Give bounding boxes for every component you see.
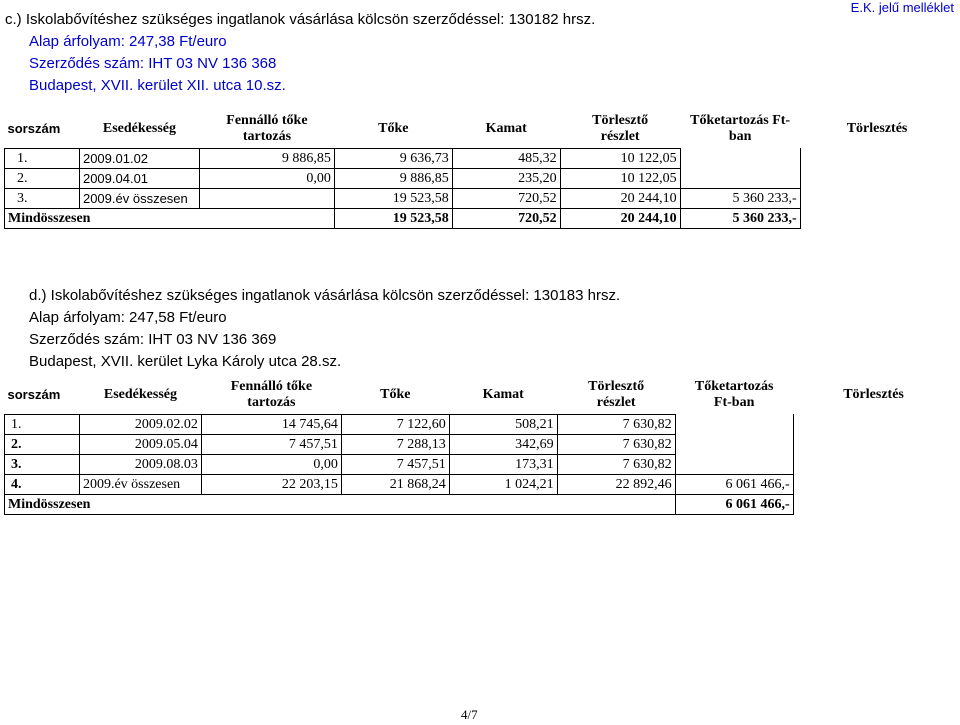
table-row: 3. 2009.08.03 0,00 7 457,51 173,31 7 630,82	[5, 454, 955, 474]
table-row: 3. 2009.év összesen 19 523,58 720,52 20 244,10 5 360 233,-	[5, 188, 955, 208]
section-c-rate: Alap árfolyam: 247,38 Ft/euro	[29, 33, 227, 50]
col-header-toke: Tőke	[380, 386, 411, 402]
table-row: 2. 2009.05.04 7 457,51 7 288,13 342,69 7 630,82	[5, 434, 955, 454]
table-header-row	[5, 376, 955, 414]
section-c-contract: Szerződés szám: IHT 03 NV 136 368	[29, 55, 277, 72]
table-row: 1. 2009.01.02 9 886,85 9 636,73 485,32 10 122,05	[5, 148, 955, 168]
col-header-toketartozas: Tőketartozás Ft-ban	[690, 113, 791, 144]
table-row: 4. 2009.év összesen 22 203,15 21 868,24 1 024,21 22 892,46 6 061 466,-	[5, 474, 955, 494]
page-number: 4/7	[461, 707, 478, 722]
table-row: 1. 2009.02.02 14 745,64 7 122,60 508,21 7 630,82	[5, 414, 955, 434]
col-header-torleszto: Törlesztő részlet	[588, 378, 645, 410]
col-header-kamat: Kamat	[482, 386, 524, 402]
col-header-sorszam: sorszám	[7, 120, 61, 136]
section-d-rate: Alap árfolyam: 247,58 Ft/euro	[29, 309, 227, 326]
annex-label: E.K. jelű melléklet	[850, 0, 954, 15]
col-header-toke: Tőke	[378, 120, 409, 136]
section-d-contract: Szerződés szám: IHT 03 NV 136 369	[29, 331, 277, 348]
col-header-fennallo: Fennálló tőke tartozás	[230, 378, 313, 410]
section-c-table	[4, 110, 954, 229]
table-row: 2. 2009.04.01 0,00 9 886,85 235,20 10 122,05	[5, 168, 955, 188]
col-header-esedekesseg: Esedékesség	[103, 386, 177, 402]
col-header-kamat: Kamat	[485, 120, 527, 136]
col-header-torlesztes: Törlesztés	[843, 387, 904, 402]
col-header-esedekesseg: Esedékesség	[102, 120, 177, 136]
section-d-title: d.) Iskolabővítéshez szükséges ingatlanok vásárlása kölcsön szerződéssel: 130183 hrsz.	[29, 287, 621, 304]
col-header-fennallo: Fennálló tőke tartozás	[226, 112, 308, 144]
section-c-header	[5, 9, 595, 97]
col-header-torlesztes: Törlesztés	[846, 121, 908, 136]
table-total-row: Mindösszesen 6 061 466,-	[5, 494, 955, 514]
table-header-row	[5, 110, 955, 148]
col-header-torleszto: Törlesztő részlet	[592, 112, 649, 144]
section-c-address: Budapest, XVII. kerület XII. utca 10.sz.	[29, 77, 286, 94]
section-d-address: Budapest, XVII. kerület Lyka Károly utca 28.sz.	[29, 353, 342, 370]
section-c-title: c.) Iskolabővítéshez szükséges ingatlanok vásárlása kölcsön szerződéssel: 130182 hrsz.	[5, 11, 596, 28]
col-header-toketartozas: Tőketartozás Ft-ban	[694, 379, 774, 410]
table-total-row: Mindösszesen 19 523,58 720,52 20 244,10 5 360 233,-	[5, 208, 955, 228]
col-header-sorszam: sorszám	[7, 386, 61, 402]
section-d-header	[5, 285, 620, 373]
section-d-table	[4, 376, 954, 515]
